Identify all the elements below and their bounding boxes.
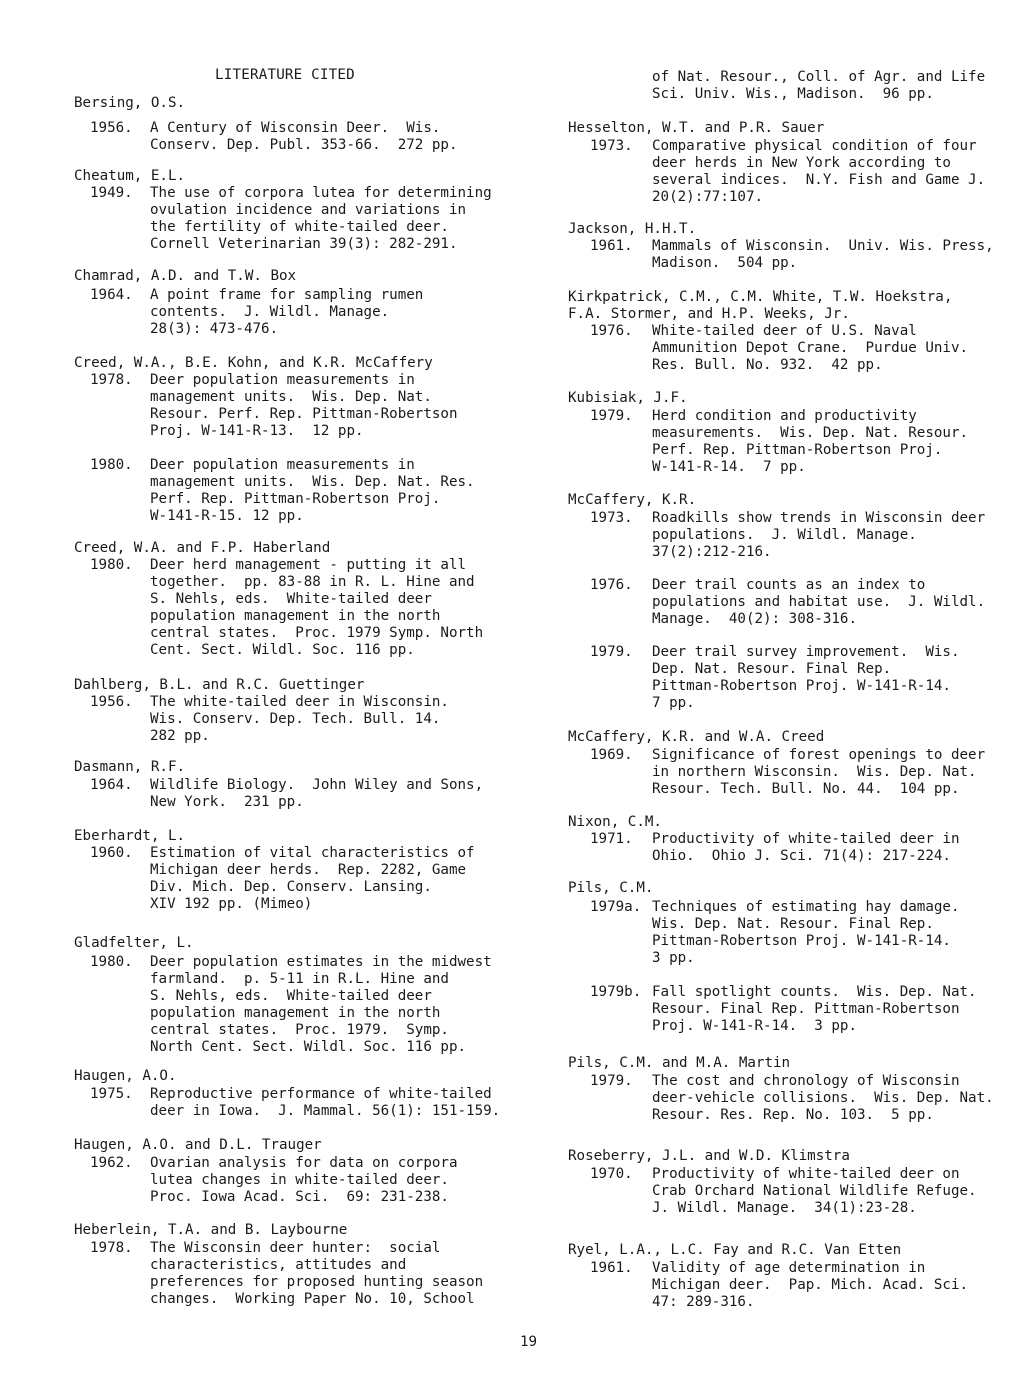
- reference-author: Creed, W.A. and F.P. Haberland: [74, 540, 331, 556]
- page-number: 19: [520, 1334, 538, 1350]
- reference-author: Chamrad, A.D. and T.W. Box: [74, 268, 297, 284]
- reference-text: Productivity of white-tailed deer on Crab Orchard National Wildlife Refuge. J. Wildl. Manage. 34(1):23-28.: [652, 1166, 977, 1216]
- reference-text: Deer population estimates in the midwest farmland. p. 5-11 in R.L. Hine and S. Nehls, eds. White-tailed deer population management in the north central states. Proc. 1979. Symp. North Cent. Sect. Wildl. Soc. 116 pp.: [150, 954, 492, 1055]
- reference-author: Creed, W.A., B.E. Kohn, and K.R. McCaffery: [74, 355, 433, 371]
- reference-year: 1964.: [90, 777, 133, 793]
- reference-year: 1949.: [90, 185, 133, 201]
- reference-text: The Wisconsin deer hunter: social characteristics, attitudes and preferences for proposed hunting season changes. Working Paper No. 10, School: [150, 1240, 484, 1307]
- reference-year: 1978.: [90, 372, 133, 388]
- reference-year: 1956.: [90, 120, 133, 136]
- reference-year: 1976.: [590, 577, 633, 593]
- reference-year: 1979a.: [590, 899, 642, 915]
- reference-text: Productivity of white-tailed deer in Ohio. Ohio J. Sci. 71(4): 217-224.: [652, 831, 960, 864]
- reference-text: Wildlife Biology. John Wiley and Sons, New York. 231 pp.: [150, 777, 484, 810]
- reference-year: 1964.: [90, 287, 133, 303]
- reference-text: Significance of forest openings to deer in northern Wisconsin. Wis. Dep. Nat. Resour. Tech. Bull. No. 44. 104 pp.: [652, 747, 986, 797]
- reference-year: 1973.: [590, 510, 633, 526]
- reference-text: Deer herd management - putting it all together. pp. 83-88 in R. L. Hine and S. Nehls, eds. White-tailed deer population management in the north central states. Proc. 1979 Symp. North Cent. Sect. Wildl. Soc. 116 pp.: [150, 557, 484, 658]
- reference-year: 1969.: [590, 747, 633, 763]
- reference-year: 1973.: [590, 138, 633, 154]
- reference-author: Haugen, A.O.: [74, 1068, 177, 1084]
- reference-text: Deer population measurements in management units. Wis. Dep. Nat. Resour. Perf. Rep. Pittman-Robertson Proj. W-141-R-13. 12 pp.: [150, 372, 458, 439]
- reference-author: Nixon, C.M.: [568, 814, 662, 830]
- reference-year: 1980.: [90, 457, 133, 473]
- reference-author: Bersing, O.S.: [74, 95, 186, 111]
- reference-author: Dahlberg, B.L. and R.C. Guettinger: [74, 677, 365, 693]
- reference-text: White-tailed deer of U.S. Naval Ammunition Depot Crane. Purdue Univ. Res. Bull. No. 932. 42 pp.: [652, 323, 969, 373]
- reference-text: Techniques of estimating hay damage. Wis. Dep. Nat. Resour. Final Rep. Pittman-Robertson Proj. W-141-R-14. 3 pp.: [652, 899, 960, 966]
- reference-author: Gladfelter, L.: [74, 935, 194, 951]
- reference-year: 1979.: [590, 408, 633, 424]
- reference-text: Fall spotlight counts. Wis. Dep. Nat. Resour. Final Rep. Pittman-Robertson Proj. W-141-R-14. 3 pp.: [652, 984, 977, 1034]
- reference-author: Eberhardt, L.: [74, 828, 186, 844]
- reference-year: 1979.: [590, 644, 633, 660]
- reference-year: 1975.: [90, 1086, 133, 1102]
- reference-text: Deer trail counts as an index to populations and habitat use. J. Wildl. Manage. 40(2): 308-316.: [652, 577, 986, 627]
- reference-text: Estimation of vital characteristics of Michigan deer herds. Rep. 2282, Game Div. Mich. Dep. Conserv. Lansing. XIV 192 pp. (Mimeo): [150, 845, 475, 912]
- reference-text: Comparative physical condition of four deer herds in New York according to several indices. N.Y. Fish and Game J. 20(2):77:107.: [652, 138, 986, 205]
- reference-author: Hesselton, W.T. and P.R. Sauer: [568, 120, 825, 136]
- reference-author: Pils, C.M.: [568, 880, 654, 896]
- reference-year: 1971.: [590, 831, 633, 847]
- reference-year: 1956.: [90, 694, 133, 710]
- reference-author: Dasmann, R.F.: [74, 759, 186, 775]
- reference-text: Reproductive performance of white-tailed deer in Iowa. J. Mammal. 56(1): 151-159.: [150, 1086, 501, 1119]
- reference-author: Kubisiak, J.F.: [568, 390, 688, 406]
- reference-year: 1979b.: [590, 984, 642, 1000]
- reference-text: The cost and chronology of Wisconsin deer-vehicle collisions. Wis. Dep. Nat. Resour. Res. Rep. No. 103. 5 pp.: [652, 1073, 994, 1123]
- reference-text: A Century of Wisconsin Deer. Wis. Conserv. Dep. Publ. 353-66. 272 pp.: [150, 120, 458, 153]
- reference-text: The white-tailed deer in Wisconsin. Wis. Conserv. Dep. Tech. Bull. 14. 282 pp.: [150, 694, 449, 744]
- reference-text: Validity of age determination in Michigan deer. Pap. Mich. Acad. Sci. 47: 289-316.: [652, 1260, 969, 1310]
- reference-text: A point frame for sampling rumen contents. J. Wildl. Manage. 28(3): 473-476.: [150, 287, 424, 337]
- reference-author: Heberlein, T.A. and B. Laybourne: [74, 1222, 348, 1238]
- section-heading: LITERATURE CITED: [215, 67, 355, 83]
- reference-text: of Nat. Resour., Coll. of Agr. and Life Sci. Univ. Wis., Madison. 96 pp.: [652, 69, 986, 102]
- reference-year: 1976.: [590, 323, 633, 339]
- reference-author: Cheatum, E.L.: [74, 168, 186, 184]
- reference-year: 1961.: [590, 238, 633, 254]
- reference-author: Roseberry, J.L. and W.D. Klimstra: [568, 1148, 850, 1164]
- reference-year: 1970.: [590, 1166, 633, 1182]
- reference-year: 1962.: [90, 1155, 133, 1171]
- reference-author: Ryel, L.A., L.C. Fay and R.C. Van Etten: [568, 1242, 902, 1258]
- reference-author: Jackson, H.H.T.: [568, 221, 697, 237]
- reference-text: Deer trail survey improvement. Wis. Dep. Nat. Resour. Final Rep. Pittman-Robertson Proj. W-141-R-14. 7 pp.: [652, 644, 960, 711]
- reference-text: The use of corpora lutea for determining ovulation incidence and variations in the fertility of white-tailed deer. Cornell Veterinarian 39(3): 282-291.: [150, 185, 492, 252]
- reference-text: Mammals of Wisconsin. Univ. Wis. Press, Madison. 504 pp.: [652, 238, 994, 271]
- reference-year: 1961.: [590, 1260, 633, 1276]
- reference-text: Herd condition and productivity measurements. Wis. Dep. Nat. Resour. Perf. Rep. Pittman-Robertson Proj. W-141-R-14. 7 pp.: [652, 408, 969, 475]
- reference-year: 1960.: [90, 845, 133, 861]
- reference-author: McCaffery, K.R. and W.A. Creed: [568, 729, 825, 745]
- reference-author: Haugen, A.O. and D.L. Trauger: [74, 1137, 322, 1153]
- reference-year: 1979.: [590, 1073, 633, 1089]
- reference-text: Deer population measurements in management units. Wis. Dep. Nat. Res. Perf. Rep. Pittman-Robertson Proj. W-141-R-15. 12 pp.: [150, 457, 475, 524]
- reference-text: Roadkills show trends in Wisconsin deer populations. J. Wildl. Manage. 37(2):212-216.: [652, 510, 986, 560]
- reference-author: McCaffery, K.R.: [568, 492, 697, 508]
- reference-year: 1978.: [90, 1240, 133, 1256]
- reference-text: Ovarian analysis for data on corpora lutea changes in white-tailed deer. Proc. Iowa Acad. Sci. 69: 231-238.: [150, 1155, 458, 1205]
- reference-author: Kirkpatrick, C.M., C.M. White, T.W. Hoekstra, F.A. Stormer, and H.P. Weeks, Jr.: [568, 289, 953, 322]
- reference-year: 1980.: [90, 954, 133, 970]
- reference-year: 1980.: [90, 557, 133, 573]
- reference-author: Pils, C.M. and M.A. Martin: [568, 1055, 791, 1071]
